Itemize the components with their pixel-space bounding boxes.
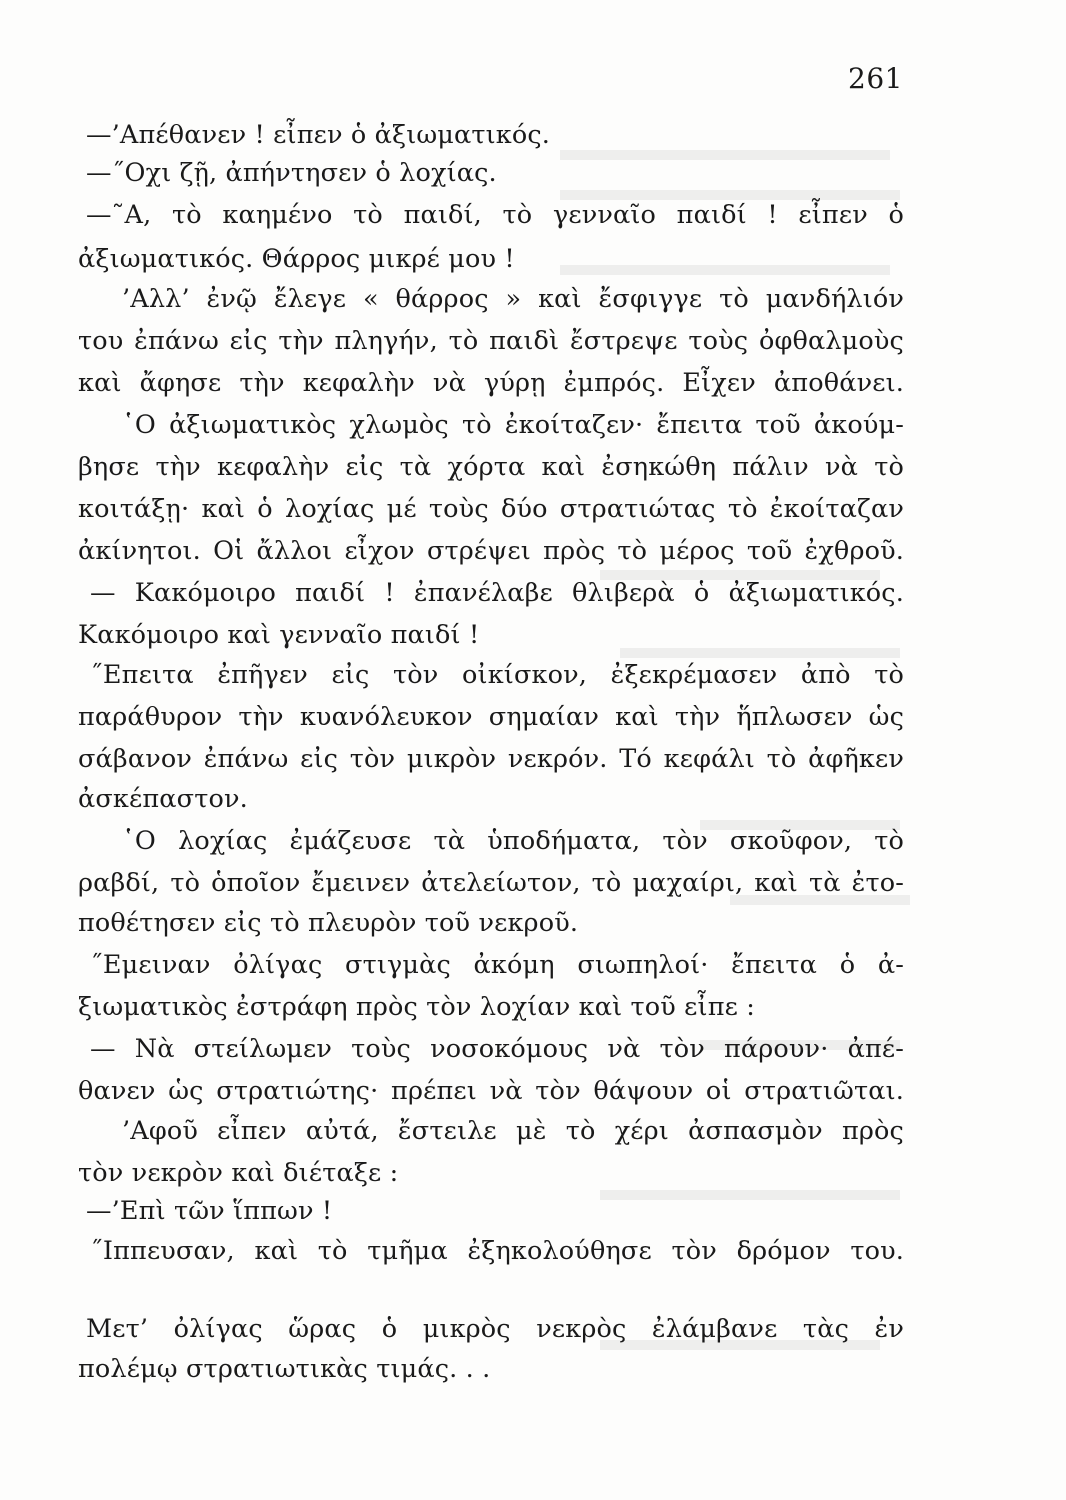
text-line: τὸν νεκρὸν καὶ διέταξε : <box>78 1158 399 1188</box>
text-line: ῾Ο ἀξιωματικὸς χλωμὸς τὸ ἐκοίταζεν· ἔπειτα τοῦ ἀκούμ- <box>122 410 904 440</box>
text-line: —˝Οχι ζῇ, ἀπήντησεν ὁ λοχίας. <box>86 158 497 188</box>
text-line: — Νὰ στείλωμεν τοὺς νοσοκόμους νὰ τὸν πάρουν· ἀπέ- <box>90 1034 904 1064</box>
text-line: ποθέτησεν εἰς τὸ πλευρὸν τοῦ νεκροῦ. <box>78 908 579 938</box>
text-line: — Κακόμοιρο παιδί ! ἐπανέλαβε θλιβερὰ ὁ ἀξιωματικός. <box>90 578 904 608</box>
text-line: θανεν ὡς στρατιώτης· πρέπει νὰ τὸν θάψουν οἱ στρατιῶται. <box>78 1076 904 1106</box>
text-line: ’Αλλ’ ἐνῷ ἔλεγε « θάρρος » καὶ ἔσφιγγε τὸ μανδήλιόν <box>122 284 904 314</box>
text-line: ’Αφοῦ εἶπεν αὐτά, ἔστειλε μὲ τὸ χέρι ἀσπασμὸν πρὸς <box>122 1116 904 1146</box>
text-line: —˜Α, τὸ καημένο τὸ παιδί, τὸ γενναῖο παιδί ! εἶπεν ὁ <box>86 200 904 230</box>
text-line: ˝Εμειναν ὀλίγας στιγμὰς ἀκόμη σιωπηλοί· ἔπειτα ὁ ἀ- <box>90 950 904 980</box>
text-line: —’Απέθανεν ! εἶπεν ὁ ἀξιωματικός. <box>86 120 551 150</box>
text-line: Κακόμοιρο καὶ γενναῖο παιδί ! <box>78 620 480 650</box>
text-line: Μετ’ ὀλίγας ὥρας ὁ μικρὸς νεκρὸς ἐλάμβανε τὰς ἐν <box>86 1314 904 1344</box>
text-line: ξιωματικὸς ἐστράφη πρὸς τὸν λοχίαν καὶ τοῦ εἶπε : <box>78 992 755 1022</box>
text-line: ῾Ο λοχίας ἐμάζευσε τὰ ὑποδήματα, τὸν σκοῦφον, τὸ <box>122 826 904 856</box>
text-line: καὶ ἄφησε τὴν κεφαλὴν νὰ γύρῃ ἐμπρός. Εἶχεν ἀποθάνει. <box>78 368 904 398</box>
text-line: ˝Ιππευσαν, καὶ τὸ τμῆμα ἐξηκολούθησε τὸν δρόμον του. <box>90 1236 904 1266</box>
text-line: κοιτάξῃ· καὶ ὁ λοχίας μέ τοὺς δύο στρατιώτας τὸ ἐκοίταζαν <box>78 494 904 524</box>
page-number: 261 <box>848 62 903 95</box>
text-line: πολέμῳ στρατιωτικὰς τιμάς. . . <box>78 1354 491 1384</box>
text-line: παράθυρον τὴν κυανόλευκον σημαίαν καὶ τὴν ἥπλωσεν ὡς <box>78 702 904 732</box>
text-line: —’Επὶ τῶν ἵππων ! <box>86 1196 333 1226</box>
text-line: σάβανον ἐπάνω εἰς τὸν μικρὸν νεκρόν. Τό κεφάλι τὸ ἀφῆκεν <box>78 744 904 774</box>
text-line: ˝Επειτα ἐπῆγεν εἰς τὸν οἰκίσκον, ἐξεκρέμασεν ἀπὸ τὸ <box>90 660 904 690</box>
text-line: ραβδί, τὸ ὁποῖον ἔμεινεν ἀτελείωτον, τὸ μαχαίρι, καὶ τὰ ἐτο- <box>78 868 904 898</box>
text-line: βησε τὴν κεφαλὴν εἰς τὰ χόρτα καὶ ἐσηκώθη πάλιν νὰ τὸ <box>78 452 904 482</box>
text-line: ἀσκέπαστον. <box>78 784 248 814</box>
text-line: του ἐπάνω εἰς τὴν πληγήν, τὸ παιδὶ ἔστρεψε τοὺς ὀφθαλμοὺς <box>78 326 904 356</box>
text-line: ἀξιωματικός. Θάρρος μικρέ μου ! <box>78 244 515 274</box>
text-line: ἀκίνητοι. Οἱ ἄλλοι εἶχον στρέψει πρὸς τὸ μέρος τοῦ ἐχθροῦ. <box>78 536 904 566</box>
